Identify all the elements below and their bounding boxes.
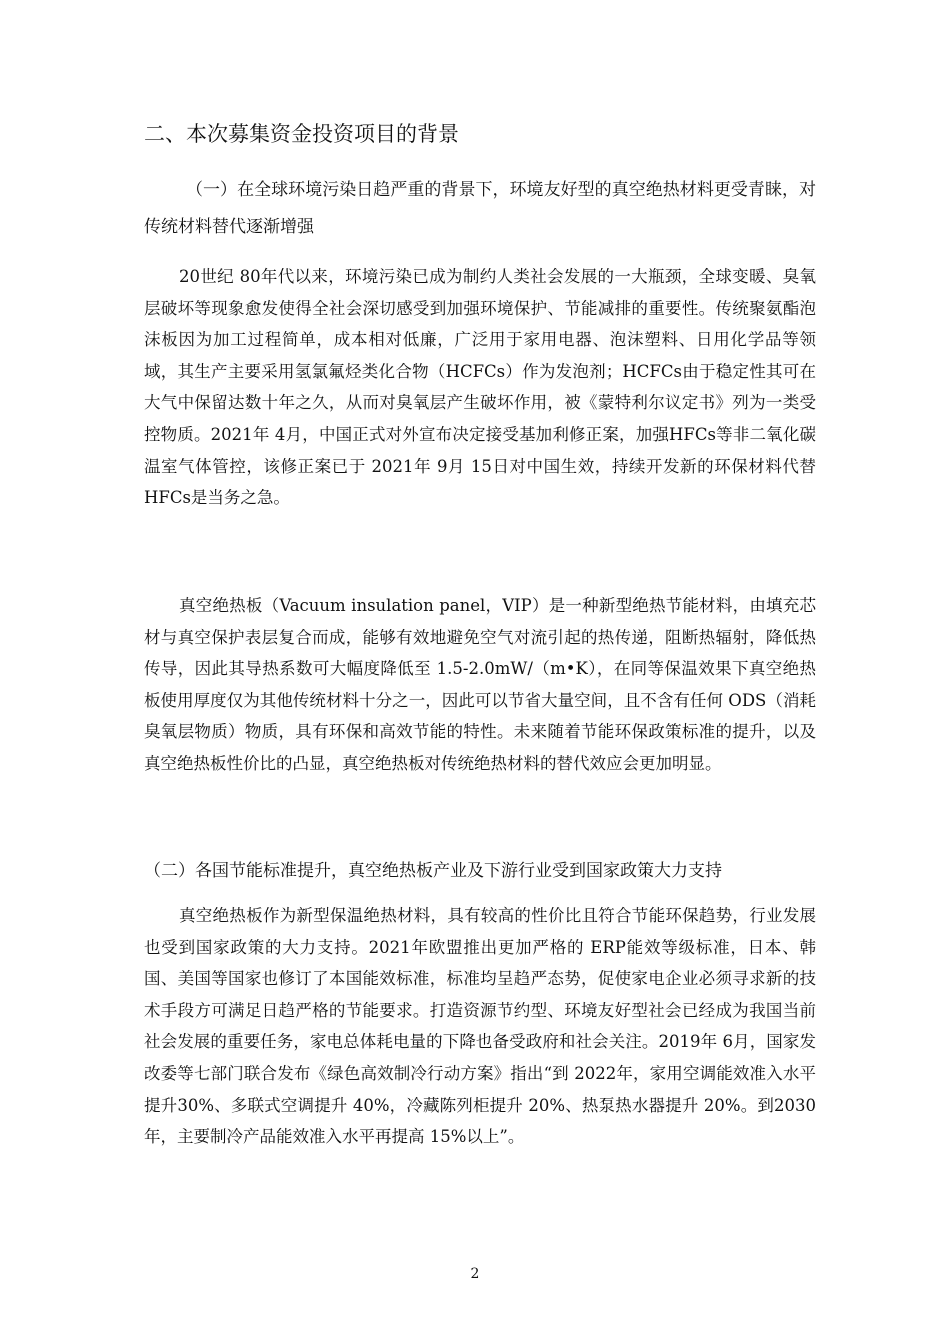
paragraph-2: 真空绝热板（Vacuum insulation panel，VIP）是一种新型绝热节能材料，由填充芯材与真空保护表层复合而成，能够有效地避免空气对流引起的热传递，阻断热辐射，降低热传导，因此其导热系数可大幅度降低至 1.5-2.0mW/（m•K），在同等保温效果下真空绝热板使用厚度仅为其他传统材料十分之一，因此可以节省大量空间，且不含有任何 ODS（消耗臭氧层物质）物质，具有环保和高效节能的特性。未来随着节能环保政策标准的提升，以及真空绝热板性价比的凸显，真空绝热板对传统绝热材料的替代效应会更加明显。 (144, 596, 816, 773)
subsection-title-2: （二）各国节能标准提升，真空绝热板产业及下游行业受到国家政策大力支持 (144, 861, 722, 881)
subsection-title-1: （一）在全球环境污染日趋严重的背景下，环境友好型的真空绝热材料更受青睐，对传统材料替代逐渐增强 (144, 180, 816, 237)
paragraph-1: 20世纪 80年代以来，环境污染已成为制约人类社会发展的一大瓶颈，全球变暖、臭氧层破坏等现象愈发使得全社会深切感受到加强环境保护、节能减排的重要性。传统聚氨酯泡沫板因为加工过程简单，成本相对低廉，广泛用于家用电器、泡沫塑料、日用化学品等领域，其生产主要采用氢氯氟烃类化合物（HCFCs）作为发泡剂；HCFCs由于稳定性其可在大气中保留达数十年之久，从而对臭氧层产生破坏作用，被《蒙特利尔议定书》列为一类受控物质。2021年 4月，中国正式对外宣布决定接受基加利修正案，加强HFCs等非二氧化碳温室气体管控，该修正案已于 2021年 9月 15日对中国生效，持续开发新的环保材料代替 HFCs是当务之急。 (144, 267, 816, 508)
section-heading: 二、本次募集资金投资项目的背景 (144, 122, 459, 146)
paragraph-3: 真空绝热板作为新型保温绝热材料，具有较高的性价比且符合节能环保趋势，行业发展也受到国家政策的大力支持。2021年欧盟推出更加严格的 ERP能效等级标准，日本、韩国、美国等国家也修订了本国能效标准，标准均呈趋严态势，促使家电企业必须寻求新的技术手段方可满足日趋严格的节能要求。打造资源节约型、环境友好型社会已经成为我国当前社会发展的重要任务，家电总体耗电量的下降也备受政府和社会关注。2019年 6月，国家发改委等七部门联合发布《绿色高效制冷行动方案》指出“到 2022年，家用空调能效准入水平提升30%、多联式空调提升 40%，冷藏陈列柜提升 20%、热泵热水器提升 20%。到2030年，主要制冷产品能效准入水平再提高 15%以上”。 (144, 906, 816, 1147)
page-number: 2 (470, 1266, 480, 1282)
